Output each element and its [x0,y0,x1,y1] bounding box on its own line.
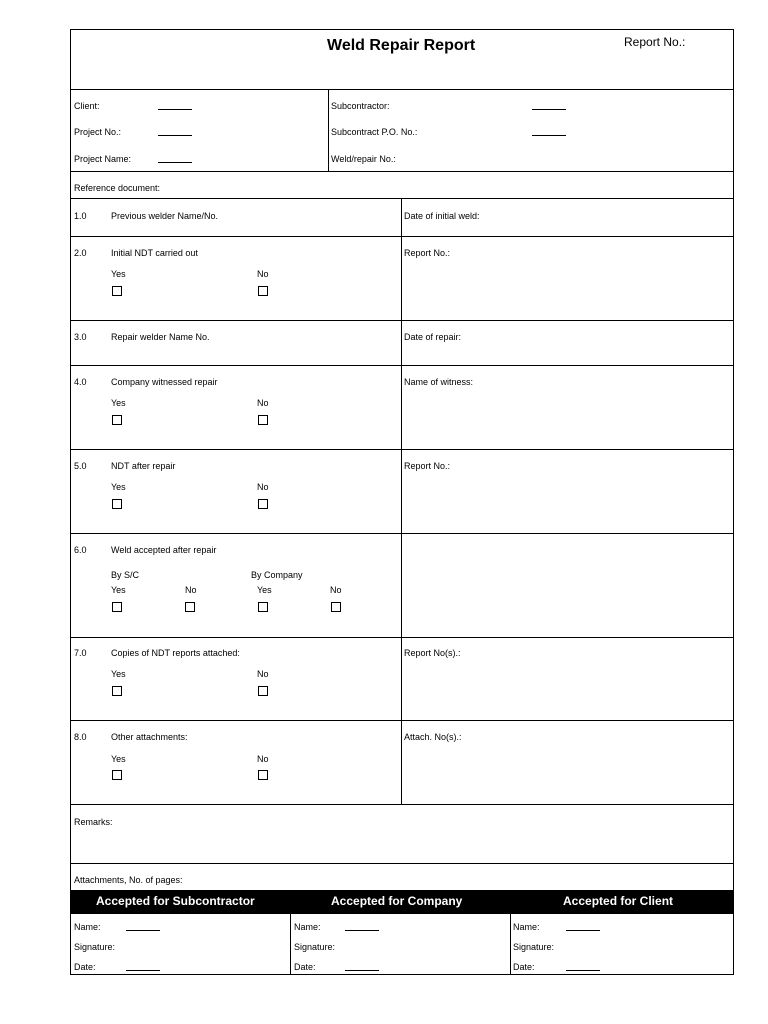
project-no-label: Project No.: [74,127,122,137]
subcontract-po-label: Subcontract P.O. No.: [331,127,418,137]
client-label: Client: [74,101,100,111]
section-6-sc-yes-checkbox[interactable] [112,602,122,612]
section-5-divider [70,533,734,534]
reference-divider [70,198,734,199]
section-3-divider [70,365,734,366]
info-bottom-divider [70,171,734,172]
section-2-right-label: Report No.: [404,248,451,258]
section-7-number: 7.0 [74,648,87,658]
section-6-company-yes-label: Yes [257,585,272,595]
section-1-divider [70,236,734,237]
report-no-label: Report No.: [624,35,686,49]
section-5-label: NDT after repair [111,461,176,471]
project-name-field[interactable] [158,162,192,163]
section-2-no-label: No [257,269,269,279]
section-8-yes-checkbox[interactable] [112,770,122,780]
section-7-no-checkbox[interactable] [258,686,268,696]
project-name-label: Project Name: [74,154,132,164]
remarks-field[interactable] [71,830,733,862]
section-4-yes-checkbox[interactable] [112,415,122,425]
sections-column-divider [401,198,402,804]
header-divider [70,89,734,90]
report-title: Weld Repair Report [327,37,476,54]
accepted-company-heading: Accepted for Company [331,894,463,908]
section-3-number: 3.0 [74,332,87,342]
section-7-divider [70,720,734,721]
section-6-company-yes-checkbox[interactable] [258,602,268,612]
client-signature-label: Signature: [513,942,555,952]
section-4-number: 4.0 [74,377,87,387]
section-4-divider [70,449,734,450]
section-8-number: 8.0 [74,732,87,742]
section-5-yes-label: Yes [111,482,126,492]
subcontractor-date-field[interactable] [126,970,160,971]
section-5-no-label: No [257,482,269,492]
section-2-divider [70,320,734,321]
section-8-right-label: Attach. No(s).: [404,732,462,742]
subcontractor-name-label: Name: [74,922,101,932]
section-4-yes-label: Yes [111,398,126,408]
section-5-number: 5.0 [74,461,87,471]
client-name-field[interactable] [566,930,600,931]
section-7-no-label: No [257,669,269,679]
client-field[interactable] [158,109,192,110]
attachments-label: Attachments, No. of pages: [74,875,183,885]
section-5-right-label: Report No.: [404,461,451,471]
acceptance-divider-1 [290,914,291,974]
accepted-subcontractor-heading: Accepted for Subcontractor [96,894,255,908]
section-8-label: Other attachments: [111,732,188,742]
remarks-label: Remarks: [74,817,113,827]
section-6-divider [70,637,734,638]
section-6-sc-no-checkbox[interactable] [185,602,195,612]
subcontractor-signature-label: Signature: [74,942,116,952]
subcontractor-field[interactable] [532,109,566,110]
section-7-yes-checkbox[interactable] [112,686,122,696]
section-7-yes-label: Yes [111,669,126,679]
project-no-field[interactable] [158,135,192,136]
section-8-yes-label: Yes [111,754,126,764]
client-date-label: Date: [513,962,535,972]
section-8-divider [70,804,734,805]
section-4-no-label: No [257,398,269,408]
section-7-label: Copies of NDT reports attached: [111,648,240,658]
client-name-label: Name: [513,922,540,932]
info-divider-vertical [328,89,329,171]
section-3-label: Repair welder Name No. [111,332,210,342]
weld-repair-no-label: Weld/repair No.: [331,154,396,164]
section-2-yes-checkbox[interactable] [112,286,122,296]
subcontractor-date-label: Date: [74,962,96,972]
section-4-no-checkbox[interactable] [258,415,268,425]
section-1-number: 1.0 [74,211,87,221]
company-date-field[interactable] [345,970,379,971]
section-4-right-label: Name of witness: [404,377,474,387]
section-5-no-checkbox[interactable] [258,499,268,509]
subcontractor-label: Subcontractor: [331,101,390,111]
section-6-number: 6.0 [74,545,87,555]
section-6-by-company-label: By Company [251,570,303,580]
company-name-label: Name: [294,922,321,932]
section-8-no-checkbox[interactable] [258,770,268,780]
section-2-label: Initial NDT carried out [111,248,198,258]
section-5-yes-checkbox[interactable] [112,499,122,509]
section-6-by-sc-label: By S/C [111,570,140,580]
section-2-yes-label: Yes [111,269,126,279]
company-name-field[interactable] [345,930,379,931]
section-3-right-label: Date of repair: [404,332,462,342]
section-2-number: 2.0 [74,248,87,258]
section-7-right-label: Report No(s).: [404,648,461,658]
remarks-divider [70,863,734,864]
section-6-company-no-checkbox[interactable] [331,602,341,612]
company-signature-label: Signature: [294,942,336,952]
accepted-client-heading: Accepted for Client [563,894,674,908]
section-6-company-no-label: No [330,585,342,595]
client-date-field[interactable] [566,970,600,971]
section-1-label: Previous welder Name/No. [111,211,219,221]
section-4-label: Company witnessed repair [111,377,218,387]
form-bottom-border [70,974,734,975]
subcontractor-name-field[interactable] [126,930,160,931]
section-2-no-checkbox[interactable] [258,286,268,296]
section-6-sc-no-label: No [185,585,197,595]
section-8-no-label: No [257,754,269,764]
acceptance-divider-2 [510,914,511,974]
reference-document-label: Reference document: [74,183,161,193]
section-6-label: Weld accepted after repair [111,545,217,555]
section-6-sc-yes-label: Yes [111,585,126,595]
form-top-border [70,29,734,30]
section-1-right-label: Date of initial weld: [404,211,480,221]
subcontract-po-field[interactable] [532,135,566,136]
company-date-label: Date: [294,962,316,972]
